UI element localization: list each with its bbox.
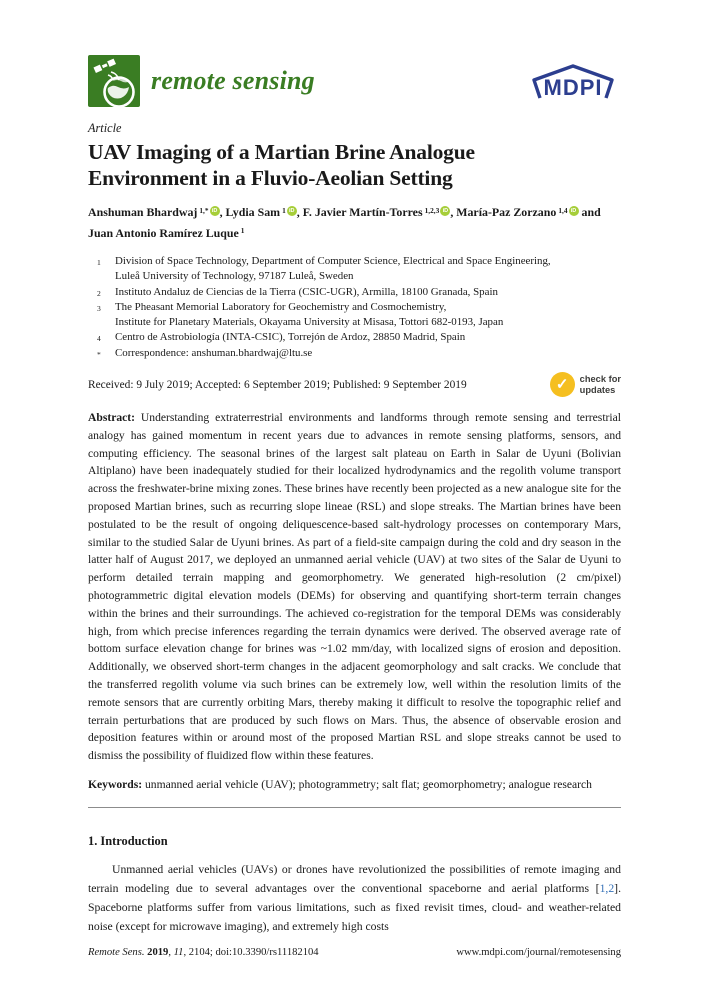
mdpi-logo	[525, 62, 621, 108]
affiliation-list	[88, 254, 621, 361]
journal-brand	[88, 55, 315, 107]
author-name: F. Javier Martín-Torres	[302, 205, 423, 219]
authors-conjunction: and	[581, 205, 601, 219]
title-line-2: Environment in a Fluvio-Aeolian Setting	[88, 166, 453, 190]
title-line-1: UAV Imaging of a Martian Brine Analogue	[88, 140, 475, 164]
orcid-icon[interactable]: iD	[440, 206, 450, 216]
footer-citation: Remote Sens. 2019, 11, 2104; doi:10.3390/rs11182104	[88, 947, 319, 958]
affiliation-marker: 4	[97, 334, 101, 344]
author-name: Juan Antonio Ramírez Luque	[88, 225, 239, 240]
section-divider	[88, 807, 621, 808]
correspondence-row	[88, 346, 621, 361]
orcid-icon[interactable]: iD	[210, 206, 220, 216]
author-list: Anshuman Bhardwaj $^{1,*}$ iD , Lydia Sam $^1$ iD , F. Javier Martín-Torres $^{1,2,3}$ iD , María-Paz Zorzano $^{1,4}$ iD and Juan Antonio Ramírez Luque $^1$	[88, 205, 601, 240]
orcid-icon[interactable]: iD	[287, 206, 297, 216]
keywords	[88, 776, 621, 794]
citation-link[interactable]: 1,2	[599, 881, 615, 895]
affiliation-item: 2 Instituto Andaluz de Ciencias de la Tierra (CSIC-UGR), Armilla, 18100 Granada, Spain	[88, 285, 621, 300]
abstract	[88, 409, 621, 765]
author-name: Lydia Sam	[225, 205, 281, 219]
author-affil-sup: 1,2,3	[424, 205, 440, 215]
author-affil-sup: 1,*	[199, 205, 209, 215]
affiliation-item: 1 Division of Space Technology, Department of Computer Science, Electrical and Space Engineering, Luleå University of Technology, 97187 Luleå, Sweden	[88, 254, 621, 285]
abstract-text: Understanding extraterrestrial environments and landforms through remote sensing and terrestrial analogy has gained momentum in recent years due to advances in remote sensing platforms, sensors, and computing efficiency. The seasonal brines of the largest salt plateau on Earth in Salar de Uyuni (Bolivian Altiplano) have been inadequately studied for their localized hydrodynamics and the regolith volume transport across the freshwater-brine mixing zones. These brines have recently been projected as a new analogue site for the proposed Martian brines, such as recurring slope lineae (RSL) and slope streaks. The Martian brines have been postulated to be the result of ongoing deliquescence-based salt-hydrology processes on contemporary Mars, similar to the studied Salar de Uyuni brines. As part of a field-site campaign during the cold and dry season in the latter half of August 2017, we deployed an unmanned aerial vehicle (UAV) at two sites of the Salar de Uyuni to perform detailed terrain mapping and geomorphometry. We generated high-resolution (2 cm/pixel) photogrammetric digital elevation models (DEMs) for observing and quantifying short-term terrain changes within the brines and their surroundings. The achieved co-registration for the temporal DEMs was considerably high, from which precise inferences regarding the terrain dynamics were derived. The observed average rate of bottom surface elevation change for brines was ~1.02 mm/day, with localized signs of erosion and deposition. Additionally, we observed short-term changes in the adjacent geomorphology and salt cracks. We conclude that the transferred regolith volume via such brines can be extremely low, well within the resolution limits of the remote sensors that are currently orbiting Mars, thereby making it difficult to resolve the topographic relief and terrain perturbations that are produced by such flows on Mars. Thus, the absence of observable erosion and deposition features within or around most of the proposed Martian RSL and slope streaks cannot be used to dismiss the possibility of fluidized flow within these features.	[88, 411, 621, 763]
dates-row	[88, 372, 621, 397]
author-affil-sup: 1	[240, 226, 245, 236]
correspondence-email-link[interactable]: anshuman.bhardwaj@ltu.se	[191, 346, 313, 359]
orcid-icon[interactable]: iD	[569, 206, 579, 216]
check-for-updates-label: check for updates	[579, 374, 621, 395]
affiliation-item: 3 The Pheasant Memorial Laboratory for Geochemistry and Cosmochemistry, Institute for Planetary Materials, Okayama University at Misasa, Tottori 682-0193, Japan	[88, 300, 621, 331]
abstract-label: Abstract:	[88, 411, 136, 425]
dates-line: Received: 9 July 2019; Accepted: 6 September 2019; Published: 9 September 2019	[88, 378, 467, 391]
affiliation-marker: 3	[97, 303, 101, 313]
article-type-label: Article	[88, 121, 122, 135]
correspondence-label: Correspondence:	[115, 346, 192, 359]
introduction-paragraph: Unmanned aerial vehicles (UAVs) or drones have revolutionized the possibilities of remote imaging and terrain modeling due to several advantages over the conventional spaceborne and aerial platforms [1,2]. Spaceborne platforms suffer from various limitations, such as fixed revisit times, cloud- and weather-related noise (except for microwave imaging), and extremely high costs	[88, 862, 621, 933]
journal-name: remote sensing	[151, 66, 315, 95]
keywords-label: Keywords:	[88, 778, 143, 792]
author-name: Anshuman Bhardwaj	[88, 205, 198, 219]
remote-sensing-logo-icon	[88, 55, 140, 107]
author-affil-sup: 1,4	[558, 205, 568, 215]
checkmark-icon: ✓	[550, 372, 575, 397]
affiliation-marker: 2	[97, 288, 101, 298]
page-title	[88, 139, 621, 191]
page-footer	[88, 947, 621, 958]
correspondence-marker: *	[97, 349, 101, 359]
section-heading-introduction: 1. Introduction	[88, 833, 168, 848]
footer-journal-url[interactable]: www.mdpi.com/journal/remotesensing	[456, 947, 621, 958]
keywords-text: unmanned aerial vehicle (UAV); photogrammetry; salt flat; geomorphometry; analogue research	[142, 778, 592, 792]
author-affil-sup: 1	[282, 205, 286, 215]
check-for-updates-badge[interactable]	[550, 372, 621, 397]
affiliation-item: 4 Centro de Astrobiología (INTA-CSIC), Torrejón de Ardoz, 28850 Madrid, Spain	[88, 330, 621, 345]
affiliation-marker: 1	[97, 258, 101, 267]
author-name: María-Paz Zorzano	[456, 205, 557, 219]
svg-text:MDPI: MDPI	[543, 75, 603, 100]
page-header	[88, 55, 621, 108]
